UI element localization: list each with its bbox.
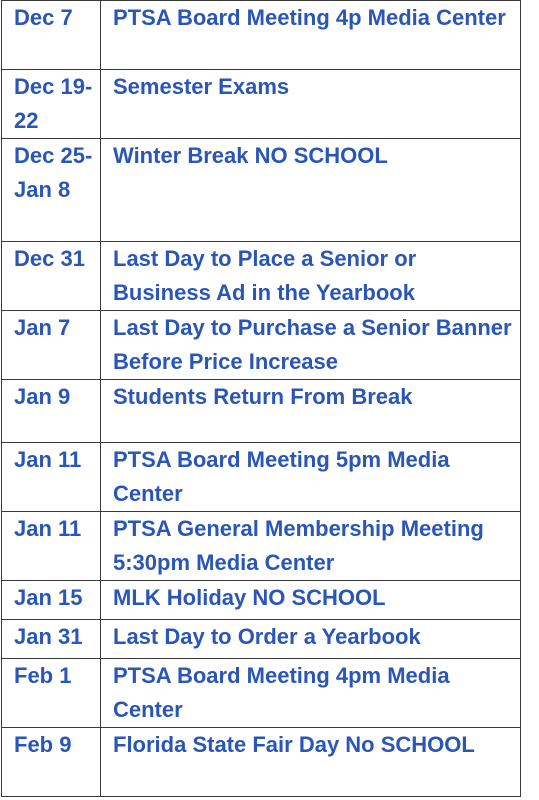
event-date: Jan 11 [2,512,101,581]
event-date: Feb 1 [2,659,101,728]
events-calendar-table [1,0,521,797]
table-row [2,620,521,659]
event-description: Last Day to Place a Senior or Business Ad in the Yearbook [101,242,521,311]
event-description: Florida State Fair Day No SCHOOL [101,728,521,797]
event-date: Feb 9 [2,728,101,797]
event-description: MLK Holiday NO SCHOOL [101,581,521,620]
event-description: Winter Break NO SCHOOL [101,139,521,242]
event-description: Last Day to Purchase a Senior Banner Before Price Increase [101,311,521,380]
table-row [2,443,521,512]
event-description: PTSA Board Meeting 4pm Media Center [101,659,521,728]
event-description: Students Return From Break [101,380,521,443]
table-row [2,659,521,728]
table-row [2,70,521,139]
event-date: Jan 15 [2,581,101,620]
table-row [2,581,521,620]
event-date: Dec 31 [2,242,101,311]
event-description: PTSA Board Meeting 4p Media Center [101,1,521,70]
event-description: Last Day to Order a Yearbook [101,620,521,659]
event-date: Jan 31 [2,620,101,659]
event-date: Jan 7 [2,311,101,380]
table-row [2,311,521,380]
event-description: PTSA General Membership Meeting 5:30pm Media Center [101,512,521,581]
event-description: Semester Exams [101,70,521,139]
event-date: Dec 19-22 [2,70,101,139]
event-date: Dec 7 [2,1,101,70]
table-row [2,512,521,581]
table-row [2,139,521,242]
event-date: Jan 9 [2,380,101,443]
table-row [2,728,521,797]
table-row [2,380,521,443]
table-row [2,242,521,311]
table-row [2,1,521,70]
event-date: Dec 25- Jan 8 [2,139,101,242]
event-description: PTSA Board Meeting 5pm Media Center [101,443,521,512]
event-date: Jan 11 [2,443,101,512]
